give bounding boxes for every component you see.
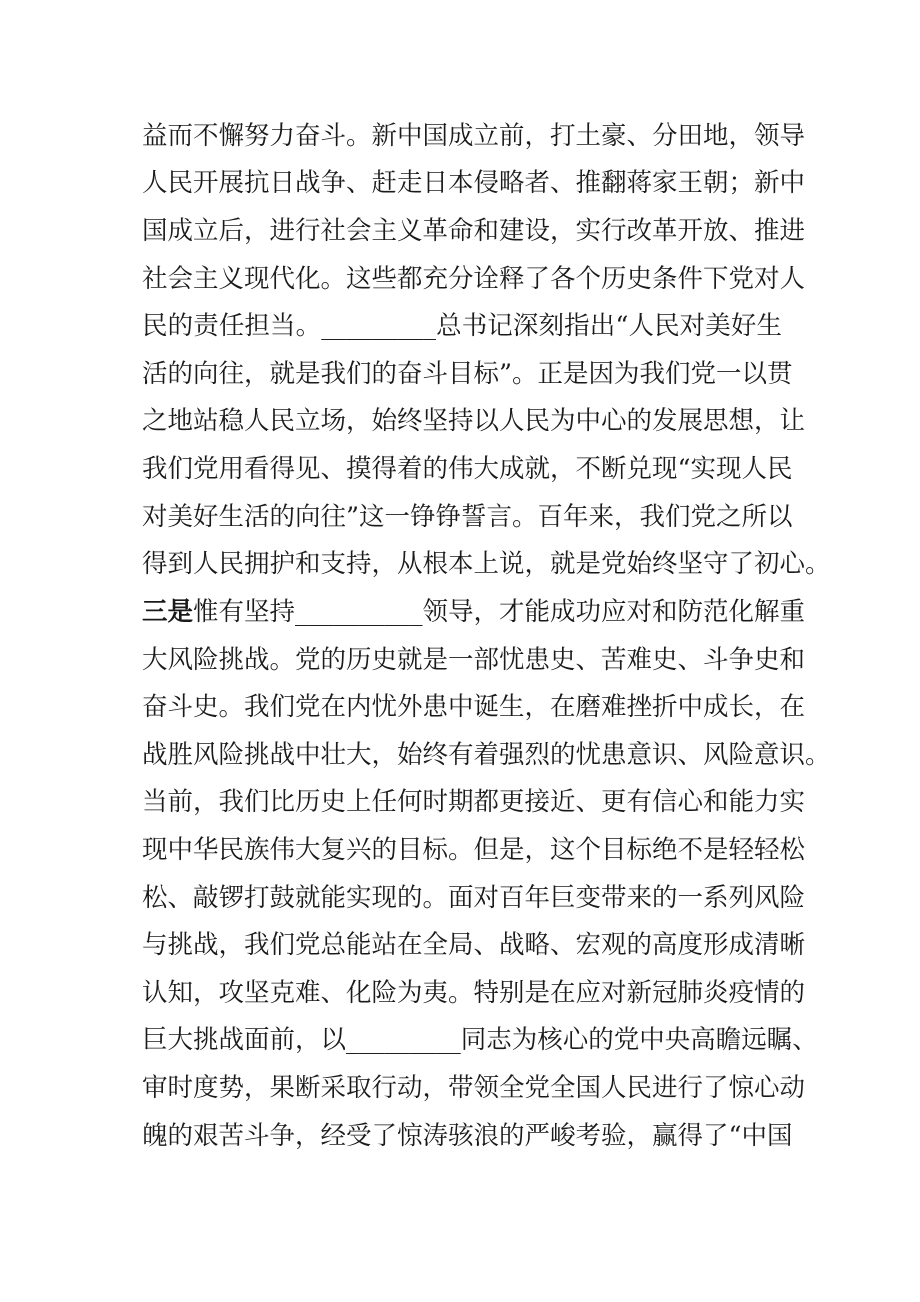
body-line-17: 松、敲锣打鼓就能实现的。面对百年巨变带来的一系列风险 — [142, 883, 806, 913]
body-line-6: 活的向往，就是我们的奋斗目标”。正是因为我们党一以贯 — [142, 359, 793, 389]
body-line-7: 之地站稳人民立场，始终坚持以人民为中心的发展思想，让 — [142, 406, 806, 436]
body-line-4: 社会主义现代化。这些都充分诠释了各个历史条件下党对人 — [142, 264, 806, 294]
body-line-19: 认知，攻坚克难、化险为夷。特别是在应对新冠肺炎疫情的 — [142, 978, 806, 1008]
body-line-12: 大风险挑战。党的历史就是一部忧患史、苦难史、斗争史和 — [142, 645, 806, 675]
section-lead: 三是 — [142, 597, 194, 627]
body-line-16: 现中华民族伟大复兴的目标。但是，这个目标绝不是轻轻松 — [142, 835, 806, 865]
body-line-3: 国成立后，进行社会主义革命和建设，实行改革开放、推进 — [142, 216, 806, 246]
body-line-10: 得到人民拥护和支持，从根本上说，就是党始终坚守了初心。 — [142, 549, 831, 579]
body-line-13: 奋斗史。我们党在内忧外患中诞生，在磨难挫折中成长，在 — [142, 692, 806, 722]
body-line-8: 我们党用看得见、摸得着的伟大成就，不断兑现“实现人民 — [142, 454, 793, 484]
body-line-20: 巨大挑战面前，以_________同志为核心的党中央高瞻远瞩、 — [142, 1025, 818, 1055]
body-line-15: 当前，我们比历史上任何时期都更接近、更有信心和能力实 — [142, 787, 806, 817]
body-line-2: 人民开展抗日战争、赶走日本侵略者、推翻蒋家王朝；新中 — [142, 168, 806, 198]
body-line-22: 魄的艰苦斗争，经受了惊涛骇浪的严峻考验，赢得了“中国 — [142, 1121, 793, 1151]
body-line-5: 民的责任担当。_________总书记深刻指出“人民对美好生 — [142, 311, 782, 341]
body-line-9: 对美好生活的向往”这一铮铮誓言。百年来，我们党之所以 — [142, 502, 793, 532]
body-line-14: 战胜风险挑战中壮大，始终有着强烈的忧患意识、风险意识。 — [142, 740, 831, 770]
section-lead-rest: 惟有坚持__________领导，才能成功应对和防范化解重 — [193, 597, 806, 627]
body-line-1: 益而不懈努力奋斗。新中国成立前，打土豪、分田地，领导 — [142, 121, 806, 151]
body-line-18: 与挑战，我们党总能站在全局、战略、宏观的高度形成清晰 — [142, 930, 806, 960]
body-line-11 — [142, 592, 806, 632]
body-line-21: 审时度势，果断采取行动，带领全党全国人民进行了惊心动 — [142, 1073, 806, 1103]
